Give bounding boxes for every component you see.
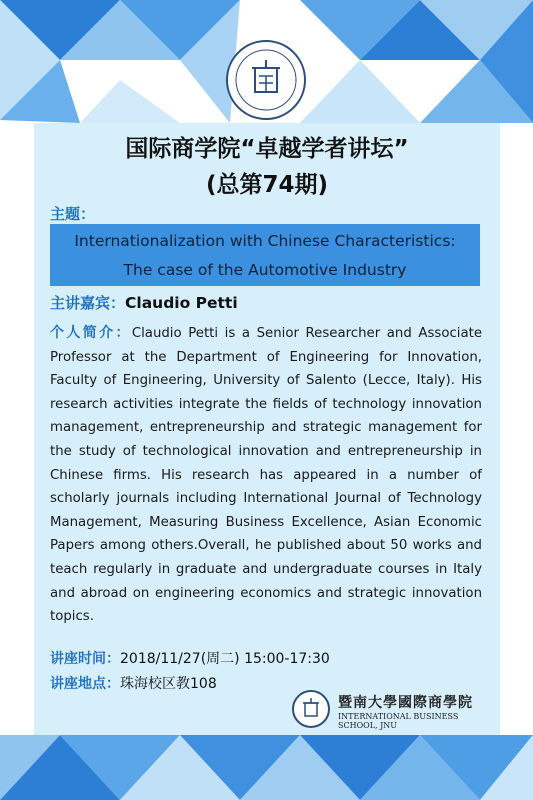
topic-line-1: Internationalization with Chinese Characteristics:	[74, 232, 456, 250]
speaker-name: Claudio Petti	[125, 294, 238, 312]
bio-text: Claudio Petti is a Senior Researcher and Associate Professor at the Department of Engineering for Innovation, Faculty of Engineering, University of Salento (Lecce, Italy). His research activities integrate the fields of technology innovation management, entrepreneurship and strategic management for the study of technological innovation and entrepreneurship in Chinese firms. His research has appeared in a number of scholarly journals including International Journal of Technology Management, Measuring Business Excellence, Asian Economic Papers among others.Overall, he published about 50 works and teach regularly in graduate and undergraduate courses in Italy and abroad on engineering economics and strategic innovation topics.	[50, 326, 482, 625]
topic-label: 主题：	[50, 205, 96, 223]
speaker-row	[50, 292, 238, 313]
seal-mini-icon	[294, 692, 328, 726]
school-seal-top	[226, 40, 306, 120]
topic-line-2: The case of the Automotive Industry	[123, 261, 407, 279]
event-title: 国际商学院“卓越学者讲坛”	[125, 136, 409, 162]
seal-emblem-icon	[228, 42, 304, 118]
event-issue: (总第74期)	[205, 172, 329, 198]
school-seal-icon	[292, 690, 330, 728]
school-logo-footer	[292, 690, 492, 730]
time-label: 讲座时间：	[50, 651, 120, 667]
place-label: 讲座地点：	[50, 676, 120, 692]
bottom-triangles	[0, 735, 533, 800]
school-name-en: INTERNATIONAL BUSINESS SCHOOL, JNU	[338, 712, 459, 730]
school-name-cn: 暨南大學國際商學院	[338, 695, 473, 711]
speaker-bio	[50, 322, 482, 629]
bio-label: 个人简介：	[50, 325, 132, 341]
topic-box	[50, 224, 480, 286]
place-value: 珠海校区教108	[120, 676, 217, 692]
lecture-place-row	[50, 673, 217, 693]
time-value: 2018/11/27(周二) 15:00-17:30	[120, 651, 330, 667]
speaker-label: 主讲嘉宾：	[50, 294, 126, 312]
lecture-time-row	[50, 648, 330, 668]
